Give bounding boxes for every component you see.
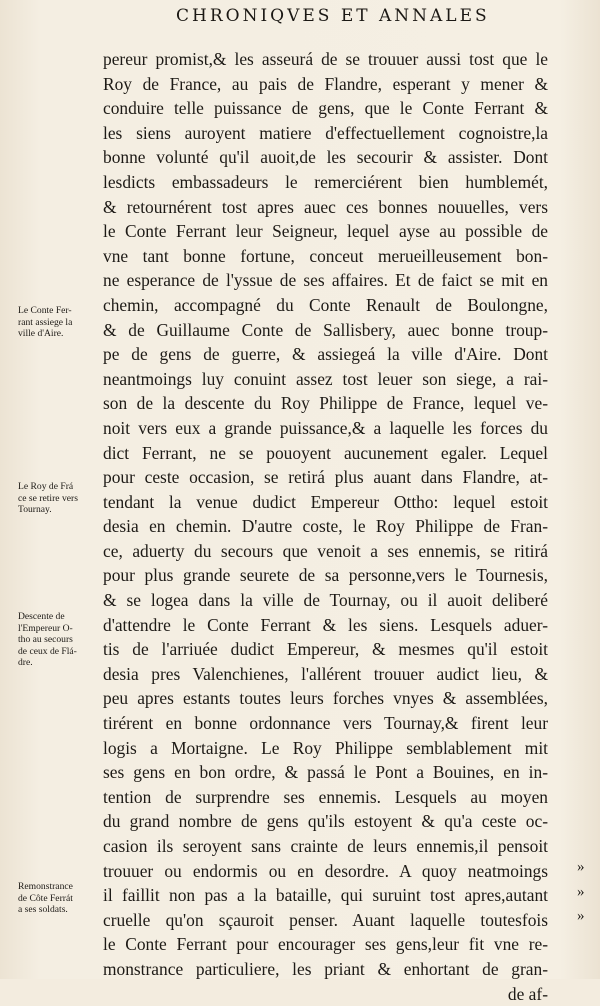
margin-note-siege-of-aire bbox=[18, 305, 102, 340]
text-line: trouuer ou endormis ou en desordre. A quoy neatmoings bbox=[103, 860, 548, 881]
margin-note-line: de Côte Ferrát bbox=[18, 892, 73, 904]
text-line: ce, aduerty du secours que venoit a ses ennemis, se ritirá bbox=[103, 540, 548, 561]
margin-note-line: dre. bbox=[18, 657, 33, 669]
text-line: monstrance particuliere, les priant & enhortant de gran- bbox=[103, 958, 548, 979]
margin-note-line: ville d'Aire. bbox=[18, 328, 64, 340]
margin-note-line: a ses soldats. bbox=[18, 904, 68, 916]
text-line: conduire telle puissance de gens, que le Conte Ferrant & bbox=[103, 98, 548, 119]
text-line: ses gens en bon ordre, & passá le Pont a Bouines, en in- bbox=[103, 762, 548, 783]
text-line: cruelle qu'on sçauroit penser. Auant laquelle toutesfois bbox=[103, 909, 548, 930]
text-line: son de la descente du Roy Philippe de France, lequel ve- bbox=[103, 393, 548, 414]
body-text bbox=[103, 47, 548, 1006]
margin-note-line: ce se retire vers bbox=[18, 492, 78, 504]
quotation-marks bbox=[577, 855, 595, 929]
margin-note-emperor-arrives bbox=[18, 611, 102, 669]
text-line: le Conte Ferrant leur Seigneur, lequel ayse au possible de bbox=[103, 221, 548, 242]
margin-note-line: Tournay. bbox=[18, 504, 52, 516]
margin-note-line: Le Roy de Frá bbox=[18, 481, 74, 492]
text-line: peu apres estants toutes leurs forches vnyes & assemblées, bbox=[103, 688, 548, 709]
text-line: logis a Mortaigne. Le Roy Philippe semblablement mit bbox=[103, 737, 548, 758]
margin-note-line: Descente de bbox=[18, 611, 65, 622]
text-line: desia en chemin. D'autre coste, le Roy Philippe de Fran- bbox=[103, 516, 548, 537]
margin-note-line: tho au secours bbox=[18, 634, 73, 646]
quote-mark: » bbox=[577, 883, 585, 900]
text-line: tendant la venue dudict Empereur Ottho: lequel estoit bbox=[103, 491, 548, 512]
text-line: & retournérent tost apres auec ces bonnes nouuelles, vers bbox=[103, 196, 548, 217]
text-line: & de Guillaume Conte de Sallisbery, auec bonne troup- bbox=[103, 319, 548, 340]
text-line: il faillit non pas a la bataille, qui suruint tost apres,autant bbox=[103, 885, 548, 906]
text-line: noit vers eux a grande puissance,& a laquelle les forces du bbox=[103, 417, 548, 438]
quote-mark: » bbox=[577, 859, 585, 875]
text-line: tirérent en bonne ordonnance vers Tournay,& firent leur bbox=[103, 713, 548, 734]
text-line: & se logea dans la ville de Tournay, ou il auoit deliberé bbox=[103, 590, 548, 611]
text-line: Roy de France, au pais de Flandre, esperant y mener & bbox=[103, 73, 548, 94]
text-line: vne tant bonne fortune, conceut merueilleusement bon- bbox=[103, 245, 548, 266]
margin-note-line: Le Conte Fer- bbox=[18, 305, 72, 316]
margin-note-line: de ceux de Flá- bbox=[18, 645, 77, 657]
text-line: tention de surprendre ses ennemis. Lesquels au moyen bbox=[103, 786, 548, 807]
text-line: tis de l'arriuée dudict Empereur, & mesmes qu'il estoit bbox=[103, 639, 548, 660]
margin-note-line: rant assiege la bbox=[18, 316, 73, 328]
text-line: ne esperance de l'yssue de ses affaires. Et de faict se mit en bbox=[103, 270, 548, 291]
text-line: dict Ferrant, ne se pouoyent aucunement egaler. Lequel bbox=[103, 442, 548, 463]
text-line: lesdicts embassadeurs le remerciérent bien humblemét, bbox=[103, 171, 548, 192]
quote-mark: » bbox=[577, 908, 585, 925]
text-line: pereur promist,& les asseurá de se trouuer aussi tost que le bbox=[103, 49, 548, 69]
text-line: neantmoings luy conuint assez tost leuer son siege, a rai- bbox=[103, 368, 548, 389]
text-line: chemin, accompagné du Conte Renault de Boulongne, bbox=[103, 294, 548, 315]
text-line: d'attendre le Conte Ferrant & les siens. Lesquels aduer- bbox=[103, 614, 548, 635]
text-line: pe de gens de guerre, & assiegeá la ville d'Aire. Dont bbox=[103, 344, 548, 365]
margin-note-king-retreats bbox=[18, 481, 102, 516]
catchword: de af- bbox=[507, 983, 548, 1004]
text-line: les siens auroyent matiere d'effectuellement cognoistre,la bbox=[103, 122, 548, 143]
text-line: pour plus grande seurete de sa personne,vers le Tournesis, bbox=[103, 565, 548, 586]
text-line: desia pres Valenchienes, l'allérent trouuer audict lieu, & bbox=[103, 663, 548, 684]
text-line: pour ceste occasion, se retirá plus auant dans Flandre, at- bbox=[103, 467, 548, 488]
text-line: bonne volunté qu'il auoit,de les secourir & assister. Dont bbox=[103, 147, 548, 168]
margin-note-line: Remonstrance bbox=[18, 881, 73, 892]
margin-note-remonstrance bbox=[18, 881, 102, 916]
text-line: casion ils seroyent sans crainte de leurs ennemis,il pensoit bbox=[103, 836, 548, 856]
running-head: CHRONIQVES ET ANNALES bbox=[176, 6, 490, 26]
text-line: le Conte Ferrant pour encourager ses gens,leur fit vne re- bbox=[103, 934, 548, 955]
margin-note-line: l'Empereur O- bbox=[18, 622, 73, 634]
text-line: du grand nombre de gens qu'ils estoyent & qu'a ceste oc- bbox=[103, 811, 548, 832]
